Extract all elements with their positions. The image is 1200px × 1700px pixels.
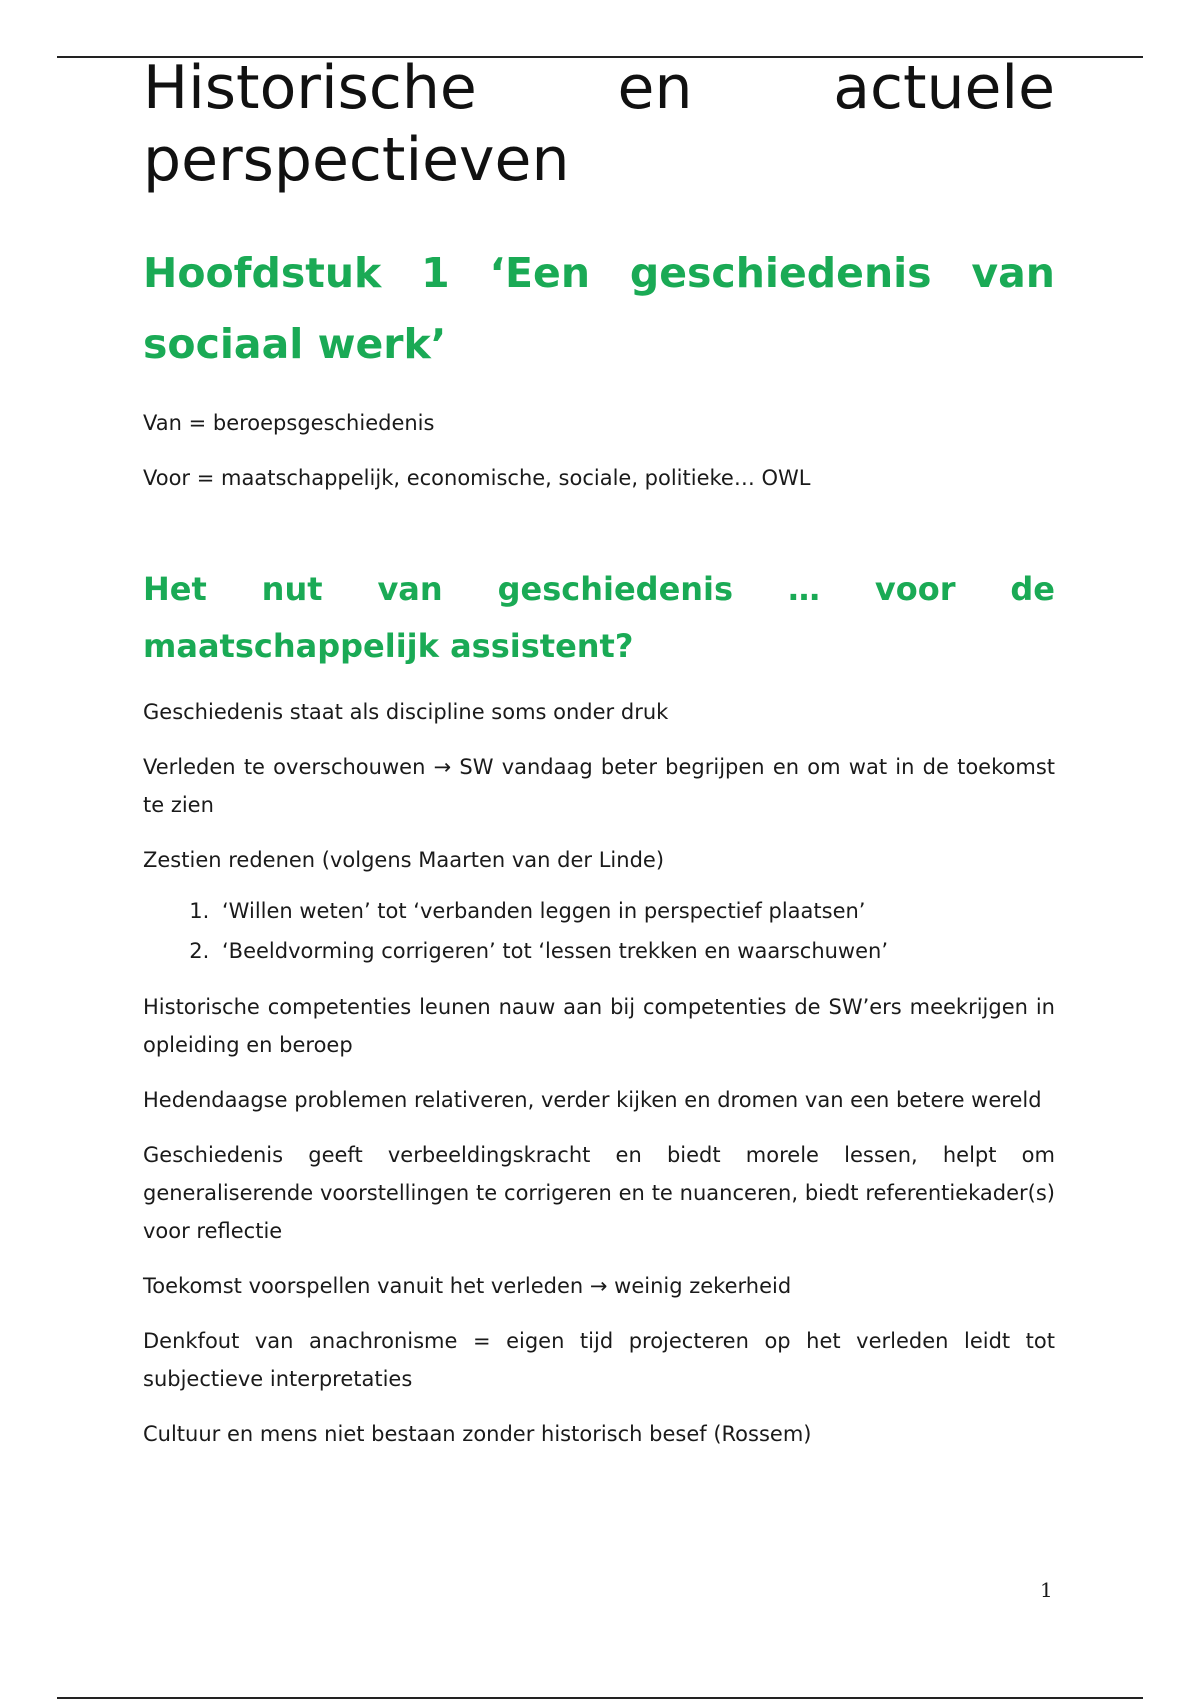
body-paragraph: Verleden te overschouwen → SW vandaag beter begrijpen en om wat in de toekomst te zien (143, 755, 1055, 817)
document-title: Historische en actuele perspectieven (143, 53, 1055, 195)
chapter-intro-line: Van = beroepsgeschiedenis (143, 411, 435, 435)
body-paragraph: Zestien redenen (volgens Maarten van der Linde) (143, 848, 665, 872)
body-paragraph: Hedendaagse problemen relativeren, verder kijken en dromen van een betere wereld (143, 1088, 1042, 1112)
body-paragraph: Historische competenties leunen nauw aan bij competenties de SW’ers meekrijgen in opleiding en beroep (143, 995, 1055, 1057)
footer-rule (57, 1697, 1143, 1699)
list-item: 2. ‘Beeldvorming corrigeren’ tot ‘lessen trekken en waarschuwen’ (216, 931, 1055, 971)
body-paragraph: Geschiedenis staat als discipline soms onder druk (143, 700, 669, 724)
chapter-intro-line: Voor = maatschappelijk, economische, sociale, politieke… OWL (143, 466, 811, 490)
body-paragraph: Denkfout van anachronisme = eigen tijd projecteren op het verleden leidt tot subjectieve interpretaties (143, 1329, 1055, 1391)
body-paragraph: Cultuur en mens niet bestaan zonder historisch besef (Rossem) (143, 1422, 812, 1446)
reasons-list (143, 891, 1055, 971)
body-paragraph: Geschiedenis geeft verbeeldingskracht en biedt morele lessen, helpt om generaliserende voorstellingen te corrigeren en te nuanceren, biedt referentiekader(s) voor reflectie (143, 1143, 1055, 1243)
body-paragraph: Toekomst voorspellen vanuit het verleden → weinig zekerheid (143, 1274, 792, 1298)
chapter-heading: Hoofdstuk 1 ‘Een geschiedenis van sociaal werk’ (143, 249, 1055, 368)
list-item: 1. ‘Willen weten’ tot ‘verbanden leggen in perspectief plaatsen’ (216, 891, 1055, 931)
page-number: 1 (1040, 1578, 1053, 1602)
section-heading: Het nut van geschiedenis … voor de maatschappelijk assistent? (143, 570, 1055, 665)
document-page (143, 52, 1055, 1453)
